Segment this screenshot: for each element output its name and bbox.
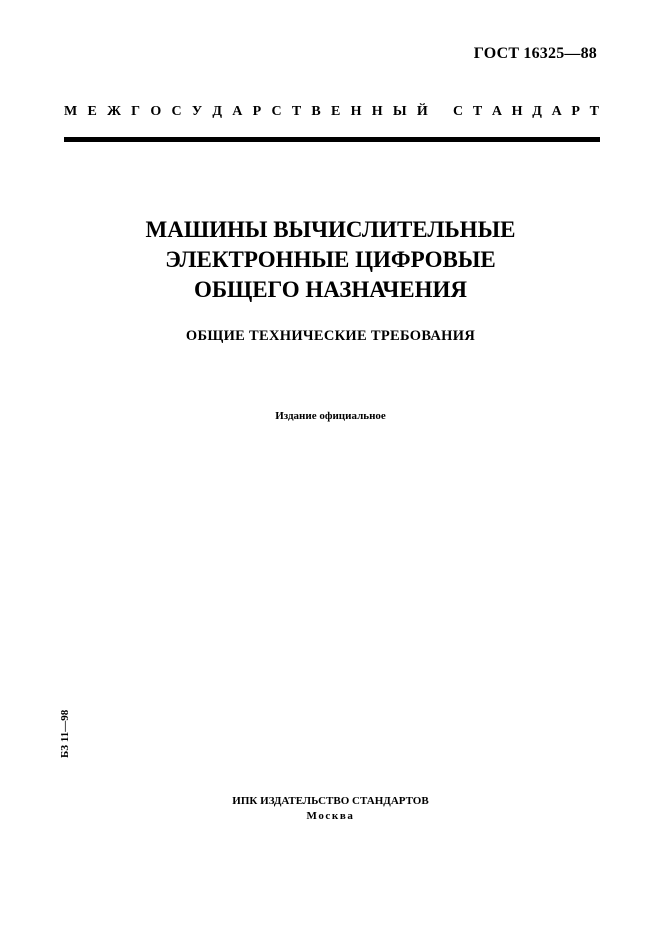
category-letter: Т [291,104,302,119]
category-word-standard [453,104,599,120]
category-letter: Н [511,104,523,119]
category-letter: С [171,104,182,119]
category-letter: У [191,104,203,119]
document-title [0,215,661,305]
publisher-name: ИПК ИЗДАТЕЛЬСТВО СТАНДАРТОВ [232,795,429,807]
title-line-2: ЭЛЕКТРОННЫЕ ЦИФРОВЫЕ [165,247,496,272]
category-letter: С [453,104,464,119]
category-letter: М [64,104,78,119]
publisher-city: Москва [306,810,355,822]
category-letter: Д [532,104,542,119]
category-letter: Р [252,104,262,119]
category-letter: О [150,104,162,119]
category-letter: А [232,104,243,119]
title-line-1: МАШИНЫ ВЫЧИСЛИТЕЛЬНЫЕ [145,217,516,242]
category-letter: С [271,104,282,119]
category-letter: А [491,104,502,119]
document-code: ГОСТ 16325—88 [473,45,597,62]
document-subtitle: ОБЩИЕ ТЕХНИЧЕСКИЕ ТРЕБОВАНИЯ [185,328,476,344]
category-letter: Р [571,104,580,119]
category-letter: Й [416,104,428,119]
category-letter: В [311,104,321,119]
category-letter: Е [331,104,341,119]
edition-note: Издание официальное [275,410,386,422]
category-letter: Н [371,104,383,119]
side-index-code: БЗ 11—98 [59,709,71,758]
category-letter: Н [350,104,362,119]
header-rule [64,137,600,142]
category-letter: Ы [392,104,407,119]
category-letter: Д [212,104,223,119]
category-letter: Е [87,104,97,119]
standard-category [64,104,599,120]
category-word-interstate [64,104,428,120]
title-line-3: ОБЩЕГО НАЗНАЧЕНИЯ [193,277,468,302]
category-letter: Т [589,104,599,119]
category-letter: А [551,104,562,119]
category-letter: Т [472,104,483,119]
category-letter: Ж [107,104,121,119]
category-letter: Г [131,104,141,119]
